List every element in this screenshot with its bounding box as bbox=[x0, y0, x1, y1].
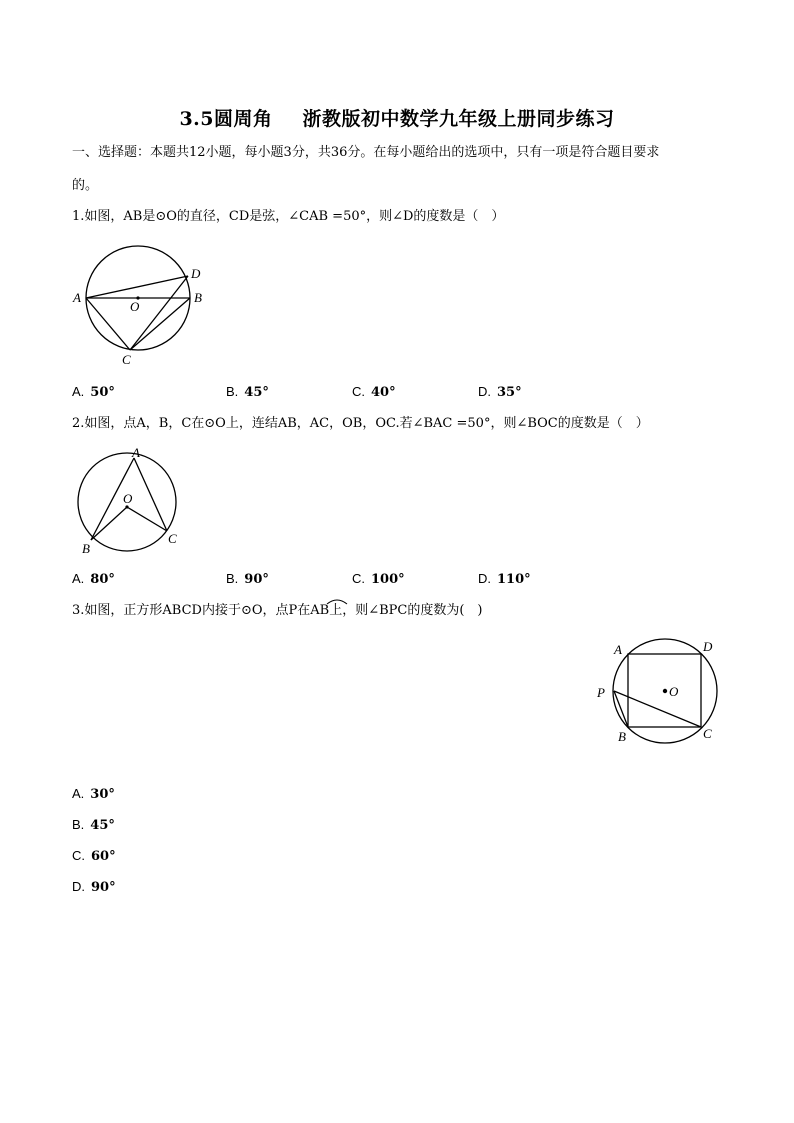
q3-option-a[interactable]: A. 30° bbox=[72, 786, 115, 802]
q2-label-a: A bbox=[132, 445, 140, 460]
title-main: 3.5圆周角 bbox=[179, 108, 273, 130]
q2-label-b: B bbox=[82, 541, 90, 556]
q3-center-dot bbox=[663, 689, 667, 693]
q2-option-a[interactable]: A. 80° bbox=[72, 571, 115, 587]
q2-label-c: C bbox=[168, 531, 177, 546]
q1-option-a[interactable]: A. 50° bbox=[72, 384, 115, 400]
q1-option-d[interactable]: D. 35° bbox=[478, 384, 522, 400]
q3-label-o: O bbox=[669, 684, 679, 699]
q1-option-c[interactable]: C. 40° bbox=[352, 384, 396, 400]
q2-option-b[interactable]: B. 90° bbox=[226, 571, 269, 587]
q2-option-c[interactable]: C. 100° bbox=[352, 571, 405, 587]
q3-option-c[interactable]: C. 60° bbox=[72, 848, 116, 864]
q2-option-d[interactable]: D. 110° bbox=[478, 571, 531, 587]
q1-label-d: D bbox=[191, 266, 201, 281]
question-1-figure bbox=[70, 238, 220, 368]
question-1-stem: 1.如图，AB是⊙O的直径，CD是弦，∠CAB =50°，则∠D的度数是（ ） bbox=[72, 209, 505, 224]
q3-arc-mark bbox=[326, 597, 348, 605]
title-sub: 浙教版初中数学九年级上册同步练习 bbox=[302, 108, 615, 130]
q1-label-c: C bbox=[122, 352, 131, 367]
q3-option-d[interactable]: D. 90° bbox=[72, 879, 116, 895]
q1-label-a: A bbox=[73, 290, 81, 305]
question-2-stem: 2.如图，点A，B，C在⊙O上，连结AB，AC，OB，OC.若∠BAC =50°，则∠BOC的度数是（ ） bbox=[72, 416, 649, 431]
question-3-stem: 3.如图，正方形ABCD内接于⊙O，点P在AB上，则∠BPC的度数为( ) bbox=[72, 603, 483, 618]
q3-option-b[interactable]: B. 45° bbox=[72, 817, 115, 833]
q3-label-d: D bbox=[703, 639, 713, 654]
q2-radius-ob bbox=[91, 507, 127, 540]
q1-label-o: O bbox=[130, 299, 140, 314]
q1-option-b[interactable]: B. 45° bbox=[226, 384, 269, 400]
page-title bbox=[0, 104, 794, 131]
q3-chord-pc bbox=[614, 691, 701, 727]
section-header-line2: 的。 bbox=[72, 178, 99, 193]
q2-chord-ac bbox=[134, 458, 167, 531]
q3-label-b: B bbox=[618, 729, 626, 744]
question-3-figure bbox=[590, 638, 730, 748]
q3-label-p: P bbox=[597, 685, 605, 700]
q2-label-o: O bbox=[123, 491, 133, 506]
q1-label-b: B bbox=[194, 290, 202, 305]
question-2-figure bbox=[70, 445, 190, 560]
section-header-line1: 一、选择题：本题共12小题，每小题3分，共36分。在每小题给出的选项中，只有一项是符合题目要求 bbox=[72, 145, 660, 160]
q3-label-a: A bbox=[614, 642, 622, 657]
q3-label-c: C bbox=[703, 726, 712, 741]
